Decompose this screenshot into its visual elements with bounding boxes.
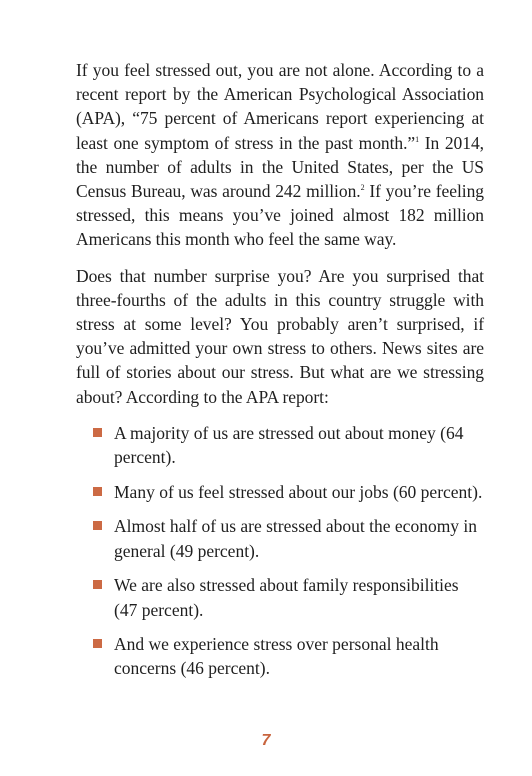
list-item-money [76, 421, 484, 469]
list-item-jobs [76, 480, 484, 504]
bullet-square-icon [93, 487, 102, 496]
bullet-square-icon [93, 428, 102, 437]
paragraph-intro [76, 58, 484, 252]
page-number: 7 [261, 732, 271, 749]
list-item-text: A majority of us are stressed out about money (64 percent). [114, 422, 464, 468]
list-item-text: We are also stressed about family responsibilities (47 percent). [114, 575, 459, 620]
paragraph-question: Does that number surprise you? Are you surprised that three-fourths of the adults in this country struggle with stress at some level? You probably aren’t surprised, if you’ve admitted your own stress to others. News sites are full of stories about our stress. But what are we stressing about? According to the APA report: [76, 265, 484, 407]
paragraph-intro-part-1: If you feel stressed out, you are not alone. According to a recent report by the American Psychological Association (APA), “75 percent of Americans report experiencing at least one symptom of stress in the past month.” [76, 60, 484, 153]
bullet-square-icon [93, 580, 102, 589]
list-item-text: And we experience stress over personal health concerns (46 percent). [114, 634, 439, 679]
bullet-square-icon [93, 639, 102, 648]
footnote-marker-1: 1 [415, 134, 420, 144]
bullet-square-icon [93, 521, 102, 530]
list-item-family [76, 573, 484, 621]
list-item-text: Many of us feel stressed about our jobs (60 percent). [114, 481, 483, 502]
list-item-health [76, 632, 484, 680]
list-item-economy [76, 514, 484, 562]
list-item-text: Almost half of us are stressed about the economy in general (49 percent). [114, 516, 478, 561]
paragraph-intro-part-3: If you’re feeling stressed, this means you’ve joined almost 182 million Americans this month who feel the same way. [76, 181, 484, 250]
stress-causes-list [76, 421, 484, 681]
page-body [76, 58, 484, 691]
footnote-marker-2: 2 [360, 183, 365, 193]
paragraph-intro-part-2: In 2014, the number of adults in the United States, per the US Census Bureau, was around 242 million. [76, 132, 484, 202]
